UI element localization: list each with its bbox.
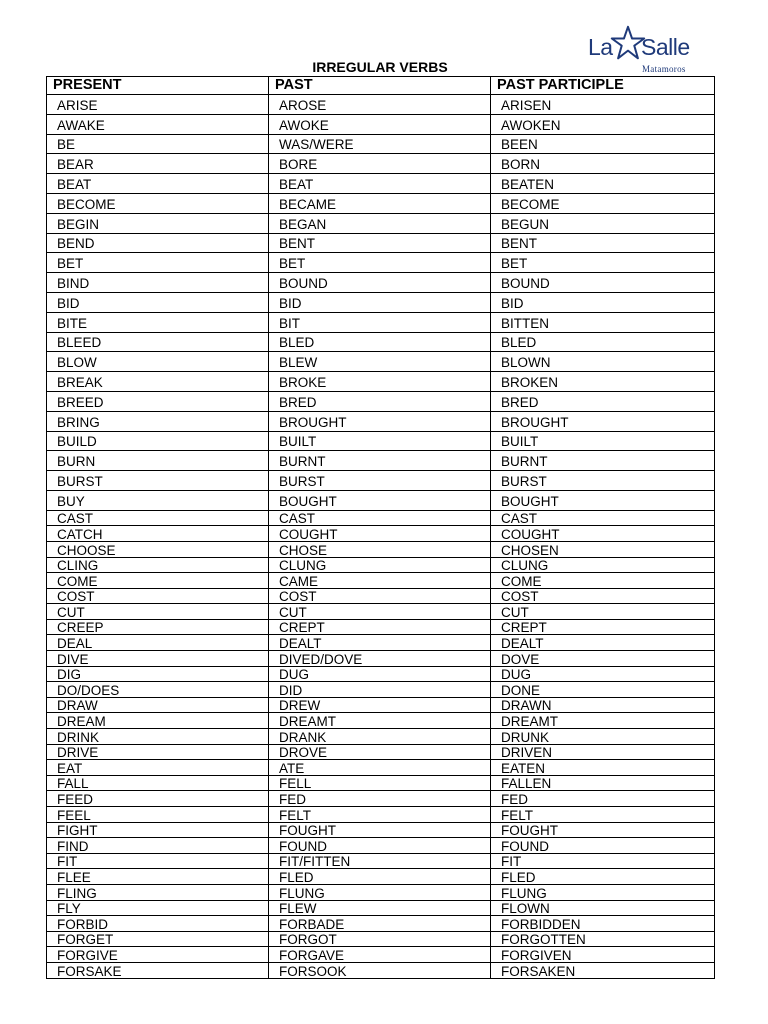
past-cell: DREAMT	[269, 713, 491, 729]
past-cell: DREW	[269, 697, 491, 713]
past-participle-cell: BRED	[491, 391, 715, 411]
past-participle-cell: FLOWN	[491, 900, 715, 916]
table-row	[47, 713, 715, 729]
past-participle-cell: DOVE	[491, 651, 715, 667]
past-cell: BEAT	[269, 174, 491, 194]
past-cell: ATE	[269, 760, 491, 776]
past-cell: CREPT	[269, 619, 491, 635]
present-cell: FIGHT	[47, 822, 269, 838]
table-row	[47, 573, 715, 589]
past-participle-cell: COUGHT	[491, 526, 715, 542]
past-cell: BEGAN	[269, 213, 491, 233]
present-cell: BLOW	[47, 352, 269, 372]
logo-text-la: La	[588, 34, 613, 60]
past-cell: FOUGHT	[269, 822, 491, 838]
present-cell: BIND	[47, 273, 269, 293]
past-participle-cell: BLED	[491, 332, 715, 352]
past-cell: COUGHT	[269, 526, 491, 542]
past-participle-cell: BET	[491, 253, 715, 273]
present-cell: BECOME	[47, 193, 269, 213]
present-cell: FORGIVE	[47, 947, 269, 963]
past-participle-cell: BEGUN	[491, 213, 715, 233]
past-cell: DEALT	[269, 635, 491, 651]
table-row	[47, 822, 715, 838]
table-row	[47, 193, 715, 213]
past-participle-cell: BECOME	[491, 193, 715, 213]
past-participle-cell: FALLEN	[491, 775, 715, 791]
past-participle-cell: BUILT	[491, 431, 715, 451]
past-participle-cell: DREAMT	[491, 713, 715, 729]
present-cell: FEED	[47, 791, 269, 807]
past-participle-cell: BOUGHT	[491, 490, 715, 510]
table-row	[47, 134, 715, 154]
table-row	[47, 253, 715, 273]
past-cell: FORGAVE	[269, 947, 491, 963]
table-row	[47, 807, 715, 823]
present-cell: BUY	[47, 490, 269, 510]
past-cell: BRED	[269, 391, 491, 411]
past-cell: BUILT	[269, 431, 491, 451]
table-row	[47, 791, 715, 807]
past-participle-cell: BOUND	[491, 273, 715, 293]
past-participle-cell: CHOSEN	[491, 541, 715, 557]
past-cell: FLEW	[269, 900, 491, 916]
table-row	[47, 541, 715, 557]
present-cell: DREAM	[47, 713, 269, 729]
past-cell: AROSE	[269, 95, 491, 115]
past-participle-cell: FOUND	[491, 838, 715, 854]
table-row	[47, 154, 715, 174]
table-row	[47, 962, 715, 978]
present-cell: FIND	[47, 838, 269, 854]
past-participle-cell: CLUNG	[491, 557, 715, 573]
past-cell: BECAME	[269, 193, 491, 213]
present-cell: DRIVE	[47, 744, 269, 760]
past-participle-cell: BITTEN	[491, 312, 715, 332]
past-participle-cell: EATEN	[491, 760, 715, 776]
present-cell: FORBID	[47, 916, 269, 932]
past-participle-cell: CAST	[491, 510, 715, 526]
past-participle-cell: DRUNK	[491, 729, 715, 745]
past-cell: DIVED/DOVE	[269, 651, 491, 667]
table-row	[47, 838, 715, 854]
present-cell: CREEP	[47, 619, 269, 635]
past-cell: BROUGHT	[269, 411, 491, 431]
table-row	[47, 900, 715, 916]
past-cell: CAME	[269, 573, 491, 589]
table-row	[47, 510, 715, 526]
table-row	[47, 352, 715, 372]
past-participle-cell: FORGOTTEN	[491, 931, 715, 947]
past-participle-cell: BLOWN	[491, 352, 715, 372]
past-cell: BID	[269, 292, 491, 312]
table-row	[47, 471, 715, 491]
past-participle-cell: FORBIDDEN	[491, 916, 715, 932]
table-row	[47, 869, 715, 885]
past-participle-cell: FLUNG	[491, 884, 715, 900]
past-participle-cell: DRAWN	[491, 697, 715, 713]
past-participle-cell: FIT	[491, 853, 715, 869]
present-cell: DIG	[47, 666, 269, 682]
table-row	[47, 931, 715, 947]
present-cell: COME	[47, 573, 269, 589]
past-participle-cell: BURST	[491, 471, 715, 491]
logo-subtitle: Matamoros	[642, 64, 686, 74]
past-participle-cell: COME	[491, 573, 715, 589]
past-cell: CAST	[269, 510, 491, 526]
present-cell: BITE	[47, 312, 269, 332]
past-cell: DID	[269, 682, 491, 698]
present-cell: FLY	[47, 900, 269, 916]
past-participle-cell: BURNT	[491, 451, 715, 471]
table-row	[47, 775, 715, 791]
table-row	[47, 760, 715, 776]
present-cell: BEAR	[47, 154, 269, 174]
present-cell: FLEE	[47, 869, 269, 885]
table-row	[47, 651, 715, 667]
present-cell: DO/DOES	[47, 682, 269, 698]
column-header-past: PAST	[269, 77, 491, 95]
past-cell: FLUNG	[269, 884, 491, 900]
table-row	[47, 682, 715, 698]
table-row	[47, 273, 715, 293]
present-cell: BUILD	[47, 431, 269, 451]
past-participle-cell: BEEN	[491, 134, 715, 154]
past-participle-cell: CUT	[491, 604, 715, 620]
past-participle-cell: FED	[491, 791, 715, 807]
past-cell: FED	[269, 791, 491, 807]
present-cell: DIVE	[47, 651, 269, 667]
past-cell: FELL	[269, 775, 491, 791]
past-cell: CHOSE	[269, 541, 491, 557]
past-cell: BORE	[269, 154, 491, 174]
past-participle-cell: FOUGHT	[491, 822, 715, 838]
present-cell: CUT	[47, 604, 269, 620]
past-participle-cell: BID	[491, 292, 715, 312]
table-row	[47, 213, 715, 233]
past-cell: DRANK	[269, 729, 491, 745]
table-row	[47, 526, 715, 542]
table-row	[47, 635, 715, 651]
table-row	[47, 431, 715, 451]
column-header-past-participle: PAST PARTICIPLE	[491, 77, 715, 95]
table-row	[47, 916, 715, 932]
past-participle-cell: AWOKEN	[491, 114, 715, 134]
past-cell: FIT/FITTEN	[269, 853, 491, 869]
present-cell: AWAKE	[47, 114, 269, 134]
past-participle-cell: BROUGHT	[491, 411, 715, 431]
present-cell: BURST	[47, 471, 269, 491]
table-row	[47, 114, 715, 134]
past-participle-cell: COST	[491, 588, 715, 604]
past-cell: BLED	[269, 332, 491, 352]
table-row	[47, 292, 715, 312]
present-cell: CATCH	[47, 526, 269, 542]
present-cell: FALL	[47, 775, 269, 791]
present-cell: BREAK	[47, 372, 269, 392]
table-row	[47, 332, 715, 352]
past-cell: FORGOT	[269, 931, 491, 947]
past-participle-cell: BROKEN	[491, 372, 715, 392]
column-header-present: PRESENT	[47, 77, 269, 95]
past-cell: FORBADE	[269, 916, 491, 932]
past-participle-cell: DUG	[491, 666, 715, 682]
present-cell: COST	[47, 588, 269, 604]
past-cell: BURNT	[269, 451, 491, 471]
table-row	[47, 312, 715, 332]
table-row	[47, 95, 715, 115]
present-cell: FLING	[47, 884, 269, 900]
table-row	[47, 744, 715, 760]
present-cell: DEAL	[47, 635, 269, 651]
past-cell: COST	[269, 588, 491, 604]
present-cell: BREED	[47, 391, 269, 411]
past-participle-cell: BENT	[491, 233, 715, 253]
table-row	[47, 588, 715, 604]
present-cell: BRING	[47, 411, 269, 431]
past-participle-cell: DRIVEN	[491, 744, 715, 760]
past-cell: FOUND	[269, 838, 491, 854]
present-cell: CLING	[47, 557, 269, 573]
past-cell: AWOKE	[269, 114, 491, 134]
table-row	[47, 666, 715, 682]
past-participle-cell: DONE	[491, 682, 715, 698]
present-cell: BID	[47, 292, 269, 312]
present-cell: BE	[47, 134, 269, 154]
past-participle-cell: FLED	[491, 869, 715, 885]
past-cell: BURST	[269, 471, 491, 491]
table-row	[47, 372, 715, 392]
past-cell: BOUGHT	[269, 490, 491, 510]
past-cell: BET	[269, 253, 491, 273]
irregular-verbs-table	[46, 76, 715, 979]
past-cell: FLED	[269, 869, 491, 885]
present-cell: EAT	[47, 760, 269, 776]
present-cell: BEGIN	[47, 213, 269, 233]
table-row	[47, 604, 715, 620]
document-title: IRREGULAR VERBS	[312, 59, 448, 75]
past-participle-cell: DEALT	[491, 635, 715, 651]
table-row	[47, 729, 715, 745]
past-cell: DUG	[269, 666, 491, 682]
past-cell: BLEW	[269, 352, 491, 372]
present-cell: FEEL	[47, 807, 269, 823]
present-cell: BET	[47, 253, 269, 273]
past-cell: BOUND	[269, 273, 491, 293]
past-participle-cell: BORN	[491, 154, 715, 174]
past-participle-cell: BEATEN	[491, 174, 715, 194]
past-participle-cell: ARISEN	[491, 95, 715, 115]
present-cell: CAST	[47, 510, 269, 526]
past-participle-cell: CREPT	[491, 619, 715, 635]
past-participle-cell: FELT	[491, 807, 715, 823]
table-row	[47, 619, 715, 635]
past-cell: BROKE	[269, 372, 491, 392]
logo-text-salle: Salle	[641, 34, 690, 60]
table-row	[47, 557, 715, 573]
present-cell: BEAT	[47, 174, 269, 194]
past-participle-cell: FORGIVEN	[491, 947, 715, 963]
present-cell: BLEED	[47, 332, 269, 352]
table-row	[47, 697, 715, 713]
present-cell: FIT	[47, 853, 269, 869]
table-header-row	[47, 77, 715, 95]
table-row	[47, 490, 715, 510]
present-cell: CHOOSE	[47, 541, 269, 557]
table-row	[47, 853, 715, 869]
past-cell: DROVE	[269, 744, 491, 760]
present-cell: FORGET	[47, 931, 269, 947]
table-row	[47, 411, 715, 431]
table-row	[47, 174, 715, 194]
past-cell: FORSOOK	[269, 962, 491, 978]
present-cell: BEND	[47, 233, 269, 253]
present-cell: DRAW	[47, 697, 269, 713]
table-row	[47, 451, 715, 471]
present-cell: ARISE	[47, 95, 269, 115]
past-cell: CUT	[269, 604, 491, 620]
past-cell: BIT	[269, 312, 491, 332]
past-cell: WAS/WERE	[269, 134, 491, 154]
past-participle-cell: FORSAKEN	[491, 962, 715, 978]
table-row	[47, 391, 715, 411]
past-cell: BENT	[269, 233, 491, 253]
table-row	[47, 947, 715, 963]
present-cell: BURN	[47, 451, 269, 471]
past-cell: FELT	[269, 807, 491, 823]
present-cell: DRINK	[47, 729, 269, 745]
table-row	[47, 884, 715, 900]
table-body	[47, 95, 715, 979]
table-row	[47, 233, 715, 253]
past-cell: CLUNG	[269, 557, 491, 573]
present-cell: FORSAKE	[47, 962, 269, 978]
